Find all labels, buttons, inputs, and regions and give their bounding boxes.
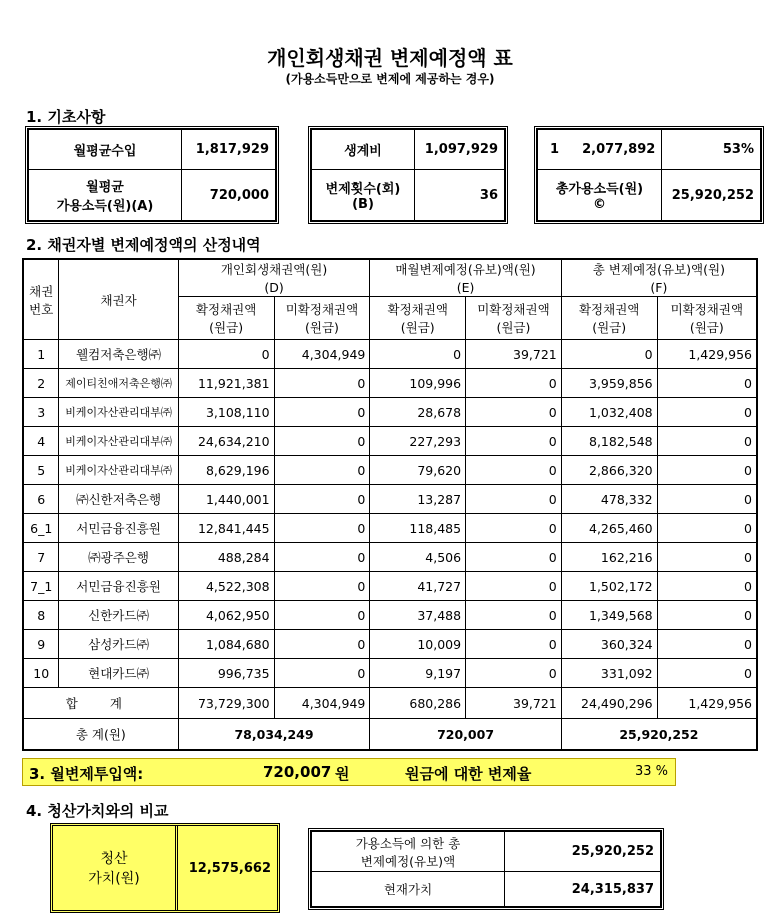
row-d2: 0 (274, 427, 370, 456)
sub-header-d-unconfirmed (274, 297, 370, 340)
row-d1: 11,921,381 (178, 369, 274, 398)
row-f2: 0 (657, 456, 757, 485)
row-creditor: 현대카드㈜ (59, 659, 178, 688)
disposable-income-value: 720,000 (182, 170, 276, 221)
col-header-no-1: 채권 (29, 283, 54, 299)
row-e2: 0 (466, 543, 562, 572)
row-d1: 3,108,110 (178, 398, 274, 427)
table-row (23, 630, 757, 659)
row-f2: 0 (657, 543, 757, 572)
total-d: 78,034,249 (178, 719, 370, 751)
row-f1: 2,866,320 (561, 456, 657, 485)
disposable-income-label-1: 월평균 (86, 180, 124, 195)
sub-header-f-confirmed (561, 297, 657, 340)
group-header-e-code: (E) (370, 278, 561, 297)
row-f1: 1,032,408 (561, 398, 657, 427)
row-f1: 162,216 (561, 543, 657, 572)
page-subtitle: (가용소득만으로 변제에 제공하는 경우) (285, 72, 495, 86)
row-creditor: 신한카드㈜ (59, 601, 178, 630)
group-header-f-code: (F) (561, 278, 757, 297)
row-e1: 0 (370, 340, 466, 369)
row-f2: 0 (657, 514, 757, 543)
sub-header-unit: (원금) (400, 320, 435, 335)
monthly-income-value: 1,817,929 (182, 130, 276, 170)
group-header-d-code: (D) (178, 278, 370, 297)
row-e1: 41,727 (370, 572, 466, 601)
sub-header-text: 미확정채권액 (477, 302, 550, 317)
sum-f1: 24,490,296 (561, 688, 657, 719)
section2-heading: 2. 채권자별 변제예정액의 산정내역 (26, 236, 261, 254)
sum-e2: 39,721 (466, 688, 562, 719)
col-header-no (23, 259, 59, 340)
row-creditor: 웰컴저축은행㈜ (59, 340, 178, 369)
row-d2: 0 (274, 572, 370, 601)
ratio-cell (538, 130, 662, 170)
sub-header-d-confirmed (178, 297, 274, 340)
row-f2: 0 (657, 572, 757, 601)
repayment-count-value: 36 (415, 170, 505, 221)
col-header-creditor: 채권자 (59, 259, 178, 340)
row-d2: 0 (274, 485, 370, 514)
section1-heading: 1. 기초사항 (26, 108, 106, 126)
row-f2: 1,429,956 (657, 340, 757, 369)
total-row (23, 719, 757, 751)
sum-e1: 680,286 (370, 688, 466, 719)
row-e2: 39,721 (466, 340, 562, 369)
living-cost-label: 생계비 (312, 130, 415, 170)
monthly-payment-amount: 720,007 (263, 763, 332, 781)
disposable-income-label (29, 170, 182, 221)
row-d1: 1,440,001 (178, 485, 274, 514)
row-f1: 1,502,172 (561, 572, 657, 601)
row-d1: 24,634,210 (178, 427, 274, 456)
col-header-no-2: 번호 (29, 301, 54, 317)
row-f1: 4,265,460 (561, 514, 657, 543)
row-e2: 0 (466, 398, 562, 427)
section3-heading: 3. 월변제투입액: (29, 765, 144, 783)
sum-d1: 73,729,300 (178, 688, 274, 719)
table-row (23, 369, 757, 398)
row-creditor: 비케이자산관리대부㈜ (59, 456, 178, 485)
row-d2: 0 (274, 630, 370, 659)
total-disposable-label (538, 170, 662, 221)
row-f1: 3,959,856 (561, 369, 657, 398)
row-no: 4 (23, 427, 59, 456)
row-e2: 0 (466, 601, 562, 630)
table-row (23, 572, 757, 601)
repayment-ratio-label: 원금에 대한 변제율 (405, 765, 532, 783)
sub-header-text: 확정채권액 (578, 302, 640, 317)
row-no: 6_1 (23, 514, 59, 543)
row-d1: 8,629,196 (178, 456, 274, 485)
ratio-index: 1 (550, 142, 560, 157)
table-row (23, 543, 757, 572)
present-value-label: 현재가치 (312, 872, 505, 907)
row-d2: 0 (274, 456, 370, 485)
basic-info-box-2 (308, 126, 508, 224)
table-row (23, 485, 757, 514)
page-title: 개인회생채권 변제예정액 표 (267, 46, 513, 70)
sub-header-unit: (원금) (305, 320, 339, 335)
row-f2: 0 (657, 427, 757, 456)
sub-header-unit: (원금) (689, 320, 724, 335)
row-d1: 12,841,445 (178, 514, 274, 543)
row-d2: 0 (274, 601, 370, 630)
row-e2: 0 (466, 572, 562, 601)
sub-header-text: 확정채권액 (387, 302, 448, 317)
row-f2: 0 (657, 485, 757, 514)
row-e1: 79,620 (370, 456, 466, 485)
row-f1: 331,092 (561, 659, 657, 688)
group-header-e: 매월변제예정(유보)액(원) (370, 259, 561, 278)
table-row (23, 601, 757, 630)
total-disposable-label-1: 총가용소득(원) (555, 182, 644, 197)
sum-label: 합 계 (23, 688, 178, 719)
row-e2: 0 (466, 369, 562, 398)
row-e2: 0 (466, 485, 562, 514)
table-row (23, 427, 757, 456)
planned-repayment-label (312, 832, 505, 872)
sub-header-text: 미확정채권액 (285, 302, 359, 317)
row-e1: 28,678 (370, 398, 466, 427)
row-creditor: 삼성카드㈜ (59, 630, 178, 659)
row-f1: 8,182,548 (561, 427, 657, 456)
present-value-value: 24,315,837 (505, 872, 661, 907)
row-e1: 227,293 (370, 427, 466, 456)
row-d1: 0 (178, 340, 274, 369)
row-d1: 488,284 (178, 543, 274, 572)
row-creditor: ㈜광주은행 (59, 543, 178, 572)
living-cost-value: 1,097,929 (415, 130, 505, 170)
sub-header-unit: (원금) (209, 320, 244, 335)
table-row (23, 398, 757, 427)
row-creditor: ㈜신한저축은행 (59, 485, 178, 514)
row-e1: 10,009 (370, 630, 466, 659)
ratio-percent: 53% (662, 130, 761, 170)
row-f2: 0 (657, 659, 757, 688)
row-d2: 0 (274, 543, 370, 572)
sum-row (23, 688, 757, 719)
repayment-count-label-1: 변제횟수(회) (325, 182, 401, 197)
table-row (23, 456, 757, 485)
row-f2: 0 (657, 630, 757, 659)
row-d1: 4,522,308 (178, 572, 274, 601)
row-e1: 9,197 (370, 659, 466, 688)
row-e2: 0 (466, 427, 562, 456)
row-f2: 0 (657, 369, 757, 398)
liquidation-label-2: 가치(원) (88, 871, 140, 887)
sub-header-text: 확정채권액 (195, 302, 257, 317)
row-d2: 0 (274, 514, 370, 543)
row-no: 7_1 (23, 572, 59, 601)
row-e1: 109,996 (370, 369, 466, 398)
repayment-count-label (312, 170, 415, 221)
row-no: 5 (23, 456, 59, 485)
row-e1: 13,287 (370, 485, 466, 514)
total-disposable-label-2: © (593, 197, 606, 212)
sub-header-unit: (원금) (592, 320, 627, 335)
basic-info-box-3 (534, 126, 764, 224)
group-header-f: 총 변제예정(유보)액(원) (561, 259, 757, 278)
liquidation-value-box (50, 823, 280, 913)
disposable-income-label-2: 가용소득(원)(A) (56, 199, 154, 214)
row-no: 3 (23, 398, 59, 427)
row-no: 1 (23, 340, 59, 369)
row-e2: 0 (466, 456, 562, 485)
row-d1: 1,084,680 (178, 630, 274, 659)
row-f2: 0 (657, 398, 757, 427)
row-f1: 478,332 (561, 485, 657, 514)
liquidation-value: 12,575,662 (188, 860, 271, 876)
row-f2: 0 (657, 601, 757, 630)
sub-header-e-confirmed (370, 297, 466, 340)
row-d2: 0 (274, 398, 370, 427)
total-f: 25,920,252 (561, 719, 757, 751)
total-e: 720,007 (370, 719, 561, 751)
liquidation-label-1: 청산 (100, 851, 128, 867)
row-no: 10 (23, 659, 59, 688)
row-d2: 4,304,949 (274, 340, 370, 369)
row-no: 7 (23, 543, 59, 572)
row-no: 6 (23, 485, 59, 514)
monthly-payment-unit: 원 (335, 765, 350, 783)
sub-header-text: 미확정채권액 (670, 302, 744, 317)
monthly-payment-bar (22, 758, 676, 786)
repayment-table (22, 258, 758, 751)
sum-f2: 1,429,956 (657, 688, 757, 719)
row-creditor: 비케이자산관리대부㈜ (59, 398, 178, 427)
row-creditor: 서민금융진흥원 (59, 572, 178, 601)
row-d1: 4,062,950 (178, 601, 274, 630)
repayment-count-label-2: (B) (352, 197, 374, 212)
row-e2: 0 (466, 514, 562, 543)
row-creditor: 서민금융진흥원 (59, 514, 178, 543)
row-no: 8 (23, 601, 59, 630)
row-f1: 360,324 (561, 630, 657, 659)
sub-header-unit: (원금) (496, 320, 531, 335)
sub-header-f-unconfirmed (657, 297, 757, 340)
group-header-d: 개인회생채권액(원) (178, 259, 370, 278)
table-row (23, 514, 757, 543)
monthly-income-label: 월평균수입 (29, 130, 182, 170)
row-f1: 0 (561, 340, 657, 369)
planned-repayment-value: 25,920,252 (505, 832, 661, 872)
total-disposable-value: 25,920,252 (662, 170, 761, 221)
table-row (23, 340, 757, 369)
sum-d2: 4,304,949 (274, 688, 370, 719)
row-creditor: 제이티친애저축은행㈜ (59, 369, 178, 398)
row-e2: 0 (466, 630, 562, 659)
comparison-box (308, 828, 664, 910)
row-d2: 0 (274, 659, 370, 688)
table-row (23, 659, 757, 688)
row-e1: 4,506 (370, 543, 466, 572)
repayment-ratio-value: 33 % (635, 764, 669, 779)
row-d2: 0 (274, 369, 370, 398)
row-f1: 1,349,568 (561, 601, 657, 630)
row-d1: 996,735 (178, 659, 274, 688)
row-creditor: 비케이자산관리대부㈜ (59, 427, 178, 456)
planned-repayment-label-1: 가용소득에 의한 총 (355, 835, 461, 851)
row-e1: 37,488 (370, 601, 466, 630)
ratio-amount: 2,077,892 (582, 142, 656, 157)
basic-info-box-1 (25, 126, 279, 224)
row-no: 9 (23, 630, 59, 659)
sub-header-e-unconfirmed (466, 297, 562, 340)
section4-heading: 4. 청산가치와의 비교 (26, 802, 169, 820)
row-e1: 118,485 (370, 514, 466, 543)
total-label: 총 계(원) (23, 719, 178, 751)
row-e2: 0 (466, 659, 562, 688)
row-no: 2 (23, 369, 59, 398)
planned-repayment-label-2: 변제예정(유보)액 (360, 853, 456, 869)
liquidation-label (53, 826, 177, 910)
